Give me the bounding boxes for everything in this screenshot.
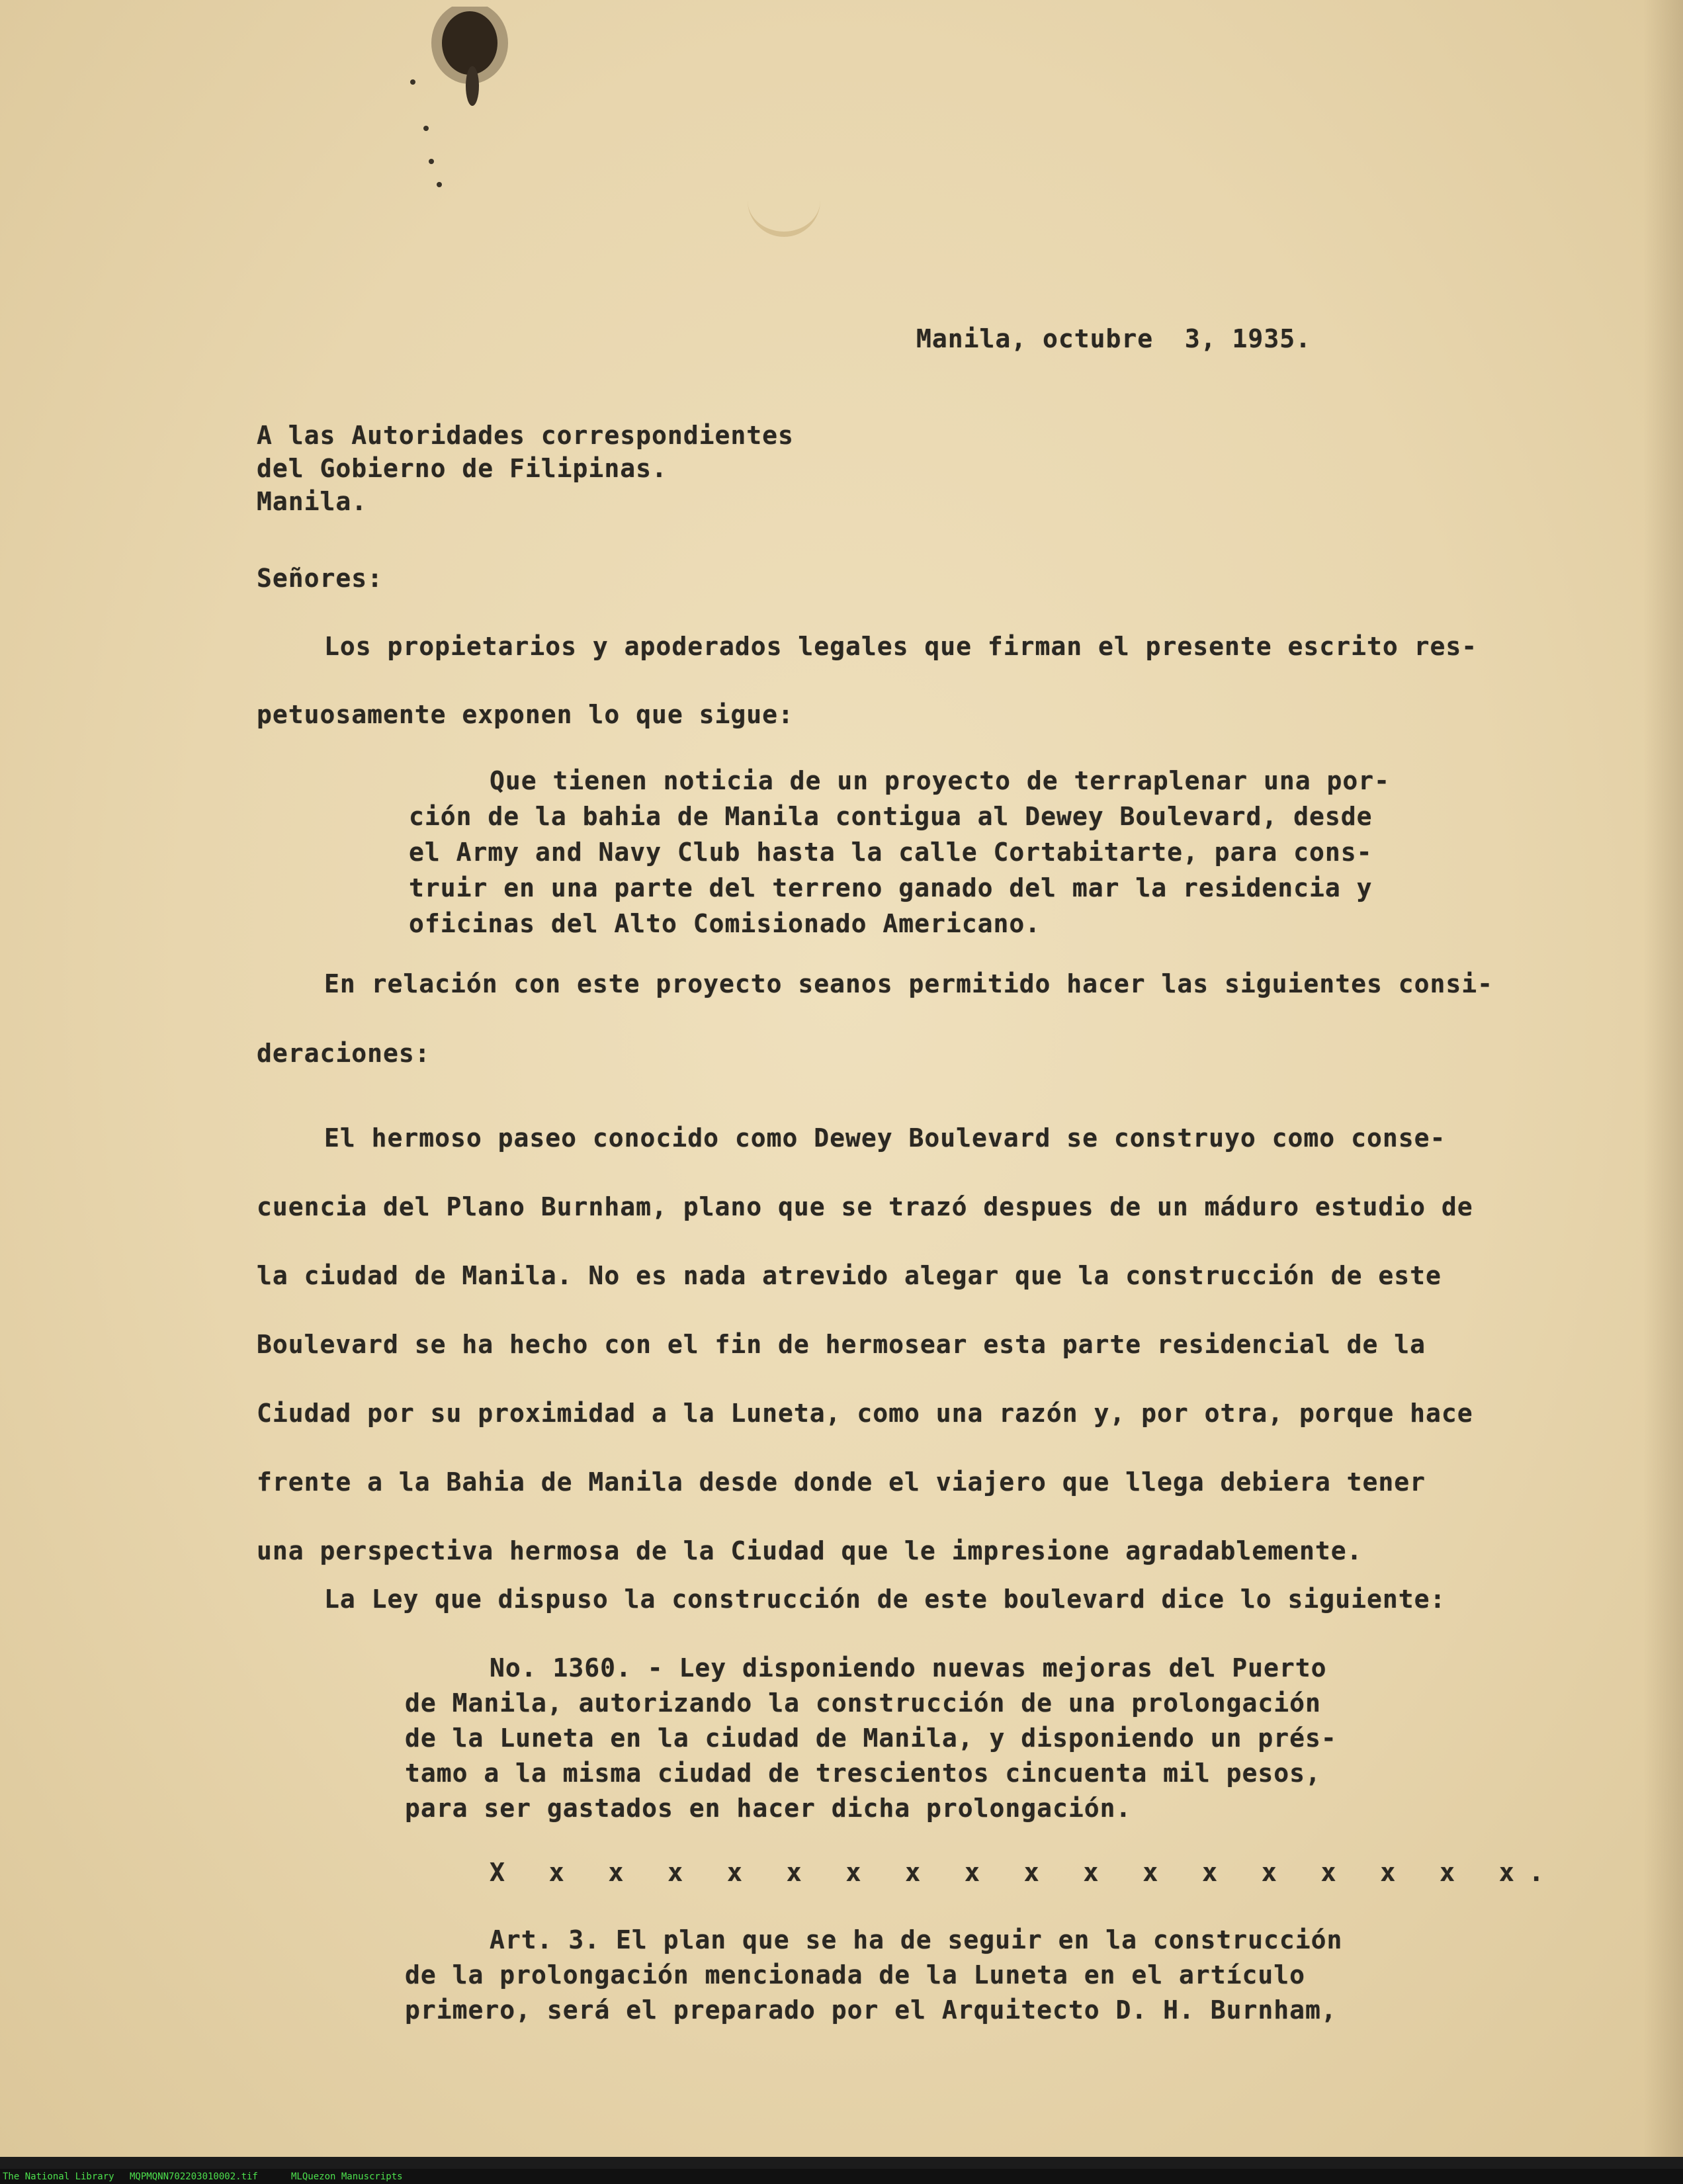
law-quote-line: de Manila, autorizando la construcción de una prolongación: [405, 1688, 1321, 1718]
addressee-line: A las Autoridades correspondientes: [257, 421, 794, 450]
relation-line: En relación con este proyecto seanos permitido hacer las siguientes consi-: [324, 969, 1493, 998]
dateline: Manila, octubre 3, 1935.: [916, 324, 1311, 353]
addressee-block: [257, 419, 794, 518]
law-quote-line: No. 1360. - Ley disponiendo nuevas mejoras del Puerto: [490, 1653, 1327, 1682]
paragraph-line: frente a la Bahia de Manila desde donde el viajero que llega debiera tener: [257, 1467, 1426, 1497]
footer-filename: MQPMQNN702203010002.tif: [130, 2171, 258, 2182]
article-line: Art. 3. El plan que se ha de seguir en la construcción: [490, 1925, 1343, 1954]
footer-collection: MLQuezon Manuscripts: [291, 2171, 403, 2182]
ink-speck: [410, 79, 415, 85]
intro-line: Los propietarios y apoderados legales que firman el presente escrito res-: [324, 632, 1478, 661]
quote-line: truir en una parte del terreno ganado del mar la residencia y: [409, 873, 1373, 902]
footer-library: The National Library: [3, 2171, 114, 2182]
quote-line: Que tienen noticia de un proyecto de terraplenar una por-: [490, 766, 1391, 795]
law-quote-block: [405, 1651, 1337, 1826]
main-paragraph: [257, 1104, 1473, 1585]
article-block: [405, 1923, 1342, 2028]
quote-line: el Army and Navy Club hasta la calle Cortabitarte, para cons-: [409, 838, 1373, 867]
paragraph-line: El hermoso paseo conocido como Dewey Boulevard se construyo como conse-: [324, 1123, 1446, 1153]
law-quote-line: tamo a la misma ciudad de trescientos cincuenta mil pesos,: [405, 1759, 1321, 1788]
relation-line: deraciones:: [257, 1039, 431, 1068]
ink-speck: [437, 182, 442, 187]
addressee-line: Manila.: [257, 487, 368, 516]
paragraph-line: Ciudad por su proximidad a la Luneta, como una razón y, por otra, porque hace: [257, 1399, 1473, 1428]
ink-speck: [423, 126, 429, 131]
law-quote-line: para ser gastados en hacer dicha prolongación.: [405, 1794, 1132, 1823]
quote-line: oficinas del Alto Comisionado Americano.: [409, 909, 1041, 938]
law-quote-line: de la Luneta en la ciudad de Manila, y disponiendo un prés-: [405, 1724, 1337, 1753]
ink-stain: [423, 7, 516, 112]
addressee-line: del Gobierno de Filipinas.: [257, 454, 668, 483]
intro-line: petuosamente exponen lo que sigue:: [257, 700, 794, 729]
article-line: de la prolongación mencionada de la Luneta en el artículo: [405, 1960, 1306, 1989]
paragraph-line: cuencia del Plano Burnham, plano que se trazó despues de un máduro estudio de: [257, 1192, 1473, 1221]
salutation: Señores:: [257, 564, 384, 593]
article-line: primero, será el preparado por el Arquitecto D. H. Burnham,: [405, 1995, 1337, 2025]
paragraph-line: una perspectiva hermosa de la Ciudad que le impresione agradablemente.: [257, 1536, 1363, 1565]
paper-stain: [748, 198, 820, 237]
law-intro: La Ley que dispuso la construcción de este boulevard dice lo siguiente:: [324, 1585, 1446, 1614]
quote-block-1: [409, 763, 1390, 941]
paragraph-line: la ciudad de Manila. No es nada atrevido alegar que la construcción de este: [257, 1261, 1442, 1290]
paragraph-line: Boulevard se ha hecho con el fin de hermosear esta parte residencial de la: [257, 1330, 1426, 1359]
quote-line: ción de la bahia de Manila contigua al Dewey Boulevard, desde: [409, 802, 1373, 831]
ink-speck: [429, 159, 434, 164]
page-edge-shadow: [1643, 0, 1683, 2157]
separator-line: X x x x x x x x x x x x x x x x x x.: [490, 1858, 1559, 1887]
